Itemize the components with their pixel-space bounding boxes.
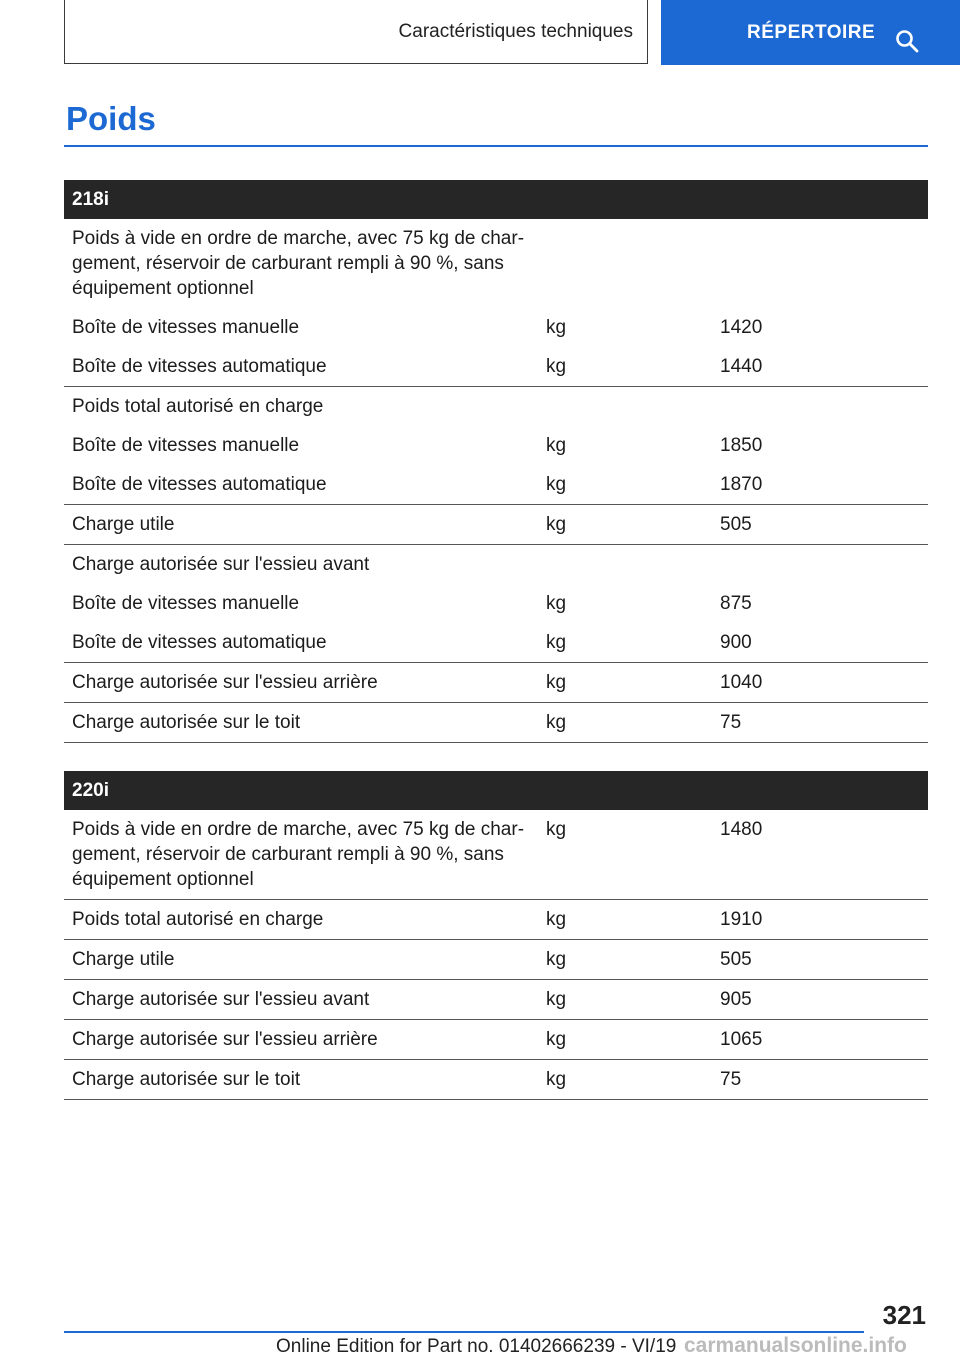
row-unit: kg — [546, 949, 567, 970]
table-body — [64, 219, 928, 743]
row-label: Charge autorisée sur le toit — [72, 712, 301, 733]
row-label: Boîte de vitesses manuelle — [72, 317, 300, 338]
row-unit — [538, 545, 712, 584]
row-label: Poids total autorisé en charge — [72, 396, 324, 417]
row-label: Boîte de vitesses manuelle — [72, 593, 300, 614]
row-unit: kg — [546, 819, 567, 840]
table-row — [64, 387, 928, 426]
table-row — [64, 703, 928, 743]
row-value — [712, 545, 928, 584]
table-body — [64, 810, 928, 1100]
row-unit — [538, 387, 712, 426]
row-value: 1850 — [720, 435, 763, 456]
weight-table-220i — [64, 771, 928, 1100]
row-label: Charge autorisée sur l'essieu avant — [72, 989, 370, 1010]
table-row — [64, 940, 928, 980]
row-unit: kg — [546, 1069, 567, 1090]
weight-table-218i — [64, 180, 928, 743]
row-label: Poids à vide en ordre de marche, avec 75 kg de char- gement, réservoir de carburant rempli à 90 %, sans équipement optionnel — [72, 228, 525, 299]
table-row — [64, 623, 928, 663]
row-value: 505 — [720, 949, 752, 970]
index-button-label: RÉPERTOIRE — [747, 21, 876, 43]
table-row — [64, 219, 928, 308]
row-value: 505 — [720, 514, 752, 535]
page-number: 321 — [882, 1300, 926, 1330]
row-unit: kg — [546, 712, 567, 733]
model-name: 218i — [72, 188, 109, 210]
row-unit: kg — [546, 989, 567, 1010]
footer-divider — [64, 1331, 864, 1333]
row-unit: kg — [546, 632, 567, 653]
table-row — [64, 663, 928, 703]
row-unit: kg — [546, 909, 567, 930]
row-unit: kg — [546, 514, 567, 535]
table-row — [64, 810, 928, 900]
row-value: 1065 — [720, 1029, 763, 1050]
table-row — [64, 1020, 928, 1060]
row-value: 1420 — [720, 317, 763, 338]
table-row — [64, 584, 928, 623]
table-row — [64, 426, 928, 465]
table-row — [64, 465, 928, 505]
row-value: 1040 — [720, 672, 763, 693]
section-title-tab[interactable] — [64, 0, 648, 64]
row-unit: kg — [546, 435, 567, 456]
table-row — [64, 308, 928, 347]
row-label: Charge autorisée sur l'essieu arrière — [72, 672, 378, 693]
row-value: 875 — [720, 593, 752, 614]
table-row — [64, 505, 928, 545]
row-label: Poids total autorisé en charge — [72, 909, 324, 930]
table-row — [64, 900, 928, 940]
row-unit: kg — [546, 317, 567, 338]
row-value: 1910 — [720, 909, 763, 930]
row-label: Boîte de vitesses manuelle — [72, 435, 300, 456]
edition-info: Online Edition for Part no. 01402666239 - VI/19 — [276, 1336, 677, 1357]
row-label: Boîte de vitesses automatique — [72, 474, 327, 495]
table-row — [64, 347, 928, 387]
row-value: 905 — [720, 989, 752, 1010]
row-value: 1480 — [720, 819, 763, 840]
table-row — [64, 980, 928, 1020]
row-unit: kg — [546, 474, 567, 495]
row-unit: kg — [546, 1029, 567, 1050]
table-row — [64, 1060, 928, 1100]
row-label: Charge utile — [72, 514, 175, 535]
row-label: Charge autorisée sur l'essieu avant — [72, 554, 370, 575]
row-label: Boîte de vitesses automatique — [72, 356, 327, 377]
row-unit: kg — [546, 672, 567, 693]
table-header — [64, 771, 928, 810]
row-unit: kg — [546, 593, 567, 614]
watermark: carmanualsonline.info — [684, 1334, 907, 1357]
row-label: Poids à vide en ordre de marche, avec 75 kg de char- gement, réservoir de carburant rempli à 90 %, sans équipement optionnel — [72, 819, 525, 890]
row-value: 75 — [720, 1069, 742, 1090]
row-value: 75 — [720, 712, 742, 733]
title-divider — [64, 145, 928, 147]
row-label: Boîte de vitesses automatique — [72, 632, 327, 653]
model-name: 220i — [72, 779, 109, 801]
row-value — [712, 387, 928, 426]
row-value: 900 — [720, 632, 752, 653]
row-label: Charge utile — [72, 949, 175, 970]
row-value — [712, 219, 928, 308]
section-title: Caractéristiques techniques — [398, 20, 633, 42]
row-value: 1440 — [720, 356, 763, 377]
row-label: Charge autorisée sur le toit — [72, 1069, 301, 1090]
row-unit: kg — [546, 356, 567, 377]
row-unit — [538, 219, 712, 308]
page-title: Poids — [66, 100, 156, 137]
row-value: 1870 — [720, 474, 763, 495]
table-header — [64, 180, 928, 219]
top-bar — [0, 0, 960, 66]
row-label: Charge autorisée sur l'essieu arrière — [72, 1029, 378, 1050]
search-icon — [895, 29, 919, 53]
table-row — [64, 545, 928, 584]
index-button[interactable] — [661, 0, 960, 65]
